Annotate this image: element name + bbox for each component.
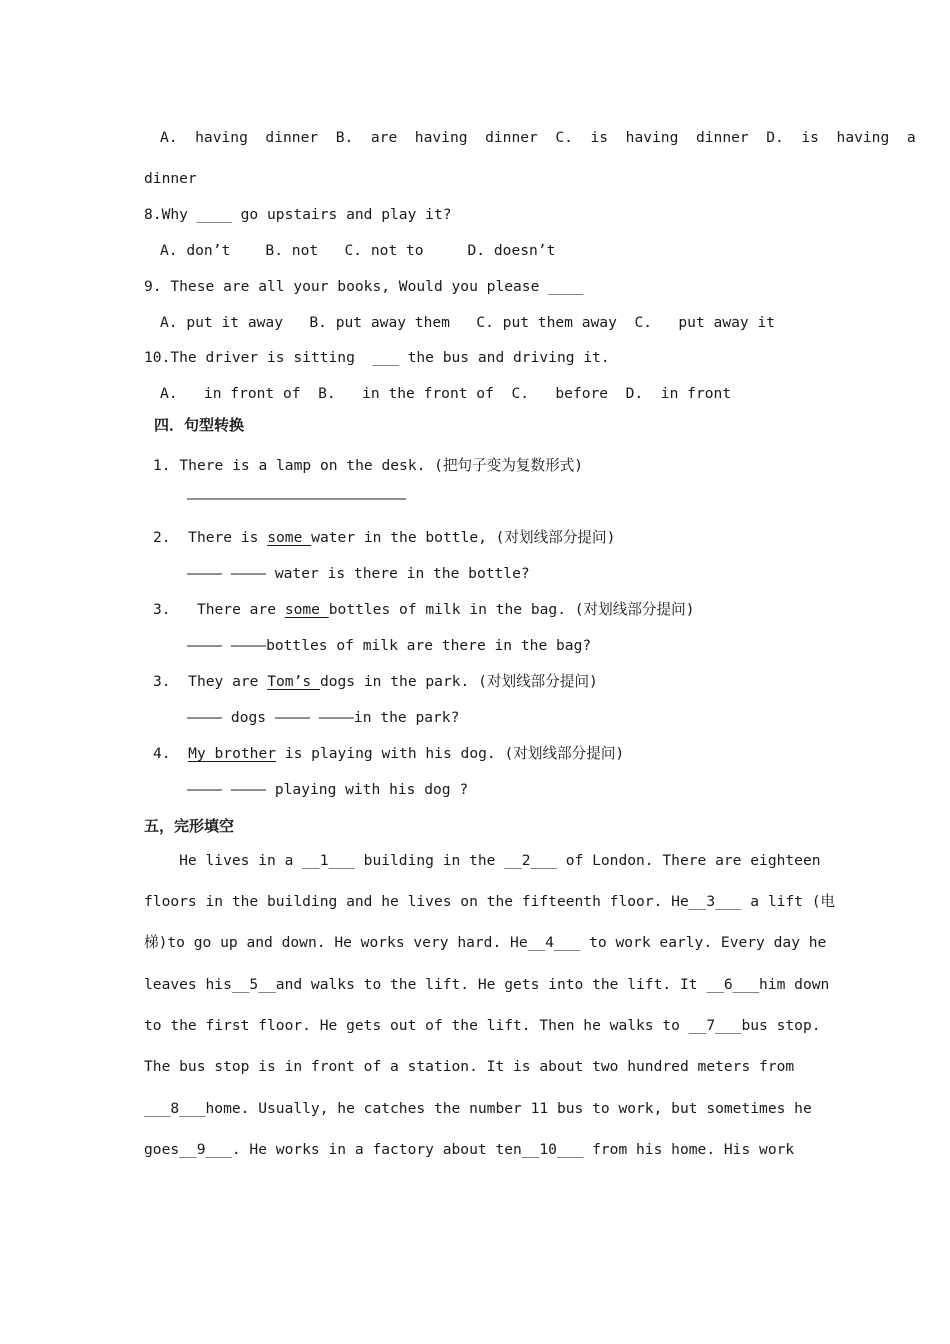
item-text-rest: water in the bottle, (对划线部分提问) (311, 529, 616, 546)
underlined-word: some (284, 601, 329, 618)
item-text: There is a lamp on the desk. (把句子变为复数形式) (179, 457, 584, 474)
cloze-line: goes__9___. He works in a factory about ten__10___ from his home. His work (144, 1141, 795, 1158)
transform-item-4 (153, 672, 598, 692)
item-text-rest: dogs in the park. (对划线部分提问) (319, 673, 598, 690)
transform-item-3 (153, 600, 695, 620)
transform-item-5 (153, 744, 624, 764)
answer-line-5: ———— ———— playing with his dog ? (187, 781, 469, 798)
item-text: They are (188, 673, 268, 690)
cloze-line: to the first floor. He gets out of the lift. Then he walks to __7___bus stop. (144, 1017, 821, 1034)
answer-line-1: ———————————————————————————— (187, 490, 406, 507)
question-10-options: A. in front of B. in the front of C. before D. in front (160, 385, 732, 402)
item-number: 2. (153, 529, 171, 546)
item-number: 3. (153, 673, 171, 690)
item-number: 3. (153, 601, 171, 618)
question-8-options: A. don’t B. not C. not to D. doesn’t (160, 242, 556, 259)
item-text-rest: is playing with his dog. (对划线部分提问) (276, 745, 625, 762)
question-9-options: A. put it away B. put away them C. put them away C. put away it (160, 314, 776, 331)
cloze-line: ___8___home. Usually, he catches the number 11 bus to work, but sometimes he (144, 1100, 812, 1117)
answer-line-3: ———— ————bottles of milk are there in the bag? (187, 637, 592, 654)
transform-item-1 (153, 456, 583, 476)
underlined-word: My brother (188, 745, 277, 762)
answer-line-4: ———— dogs ———— ————in the park? (187, 709, 460, 726)
underlined-word: some (267, 529, 312, 546)
section-5-heading: 五，完形填空 (144, 817, 235, 835)
question-7-options-wrap: dinner (144, 170, 197, 187)
transform-item-2 (153, 528, 615, 548)
answer-line-2: ———— ———— water is there in the bottle? (187, 565, 530, 582)
question-8-stem: 8.Why ____ go upstairs and play it? (144, 206, 452, 223)
item-text: There is (188, 529, 268, 546)
cloze-line: 梯)to go up and down. He works very hard. He__4___ to work early. Every day he (144, 934, 827, 951)
item-number: 1. (153, 457, 171, 474)
cloze-line: floors in the building and he lives on the fifteenth floor. He__3___ a lift (电 (144, 893, 836, 910)
section-4-heading: 四．句型转换 (154, 416, 245, 434)
cloze-line: He lives in a __1___ building in the __2___ of London. There are eighteen (144, 852, 821, 869)
cloze-line: leaves his__5__and walks to the lift. He gets into the lift. It __6___him down (144, 976, 830, 993)
item-text-rest: bottles of milk in the bag. (对划线部分提问) (328, 601, 695, 618)
question-9-stem: 9. These are all your books, Would you please ____ (144, 278, 584, 295)
cloze-line: The bus stop is in front of a station. It is about two hundred meters from (144, 1058, 795, 1075)
item-number: 4. (153, 745, 171, 762)
question-10-stem: 10.The driver is sitting ___ the bus and driving it. (144, 349, 610, 366)
underlined-word: Tom’s (267, 673, 320, 690)
question-7-options: A. having dinner B. are having dinner C. is having dinner D. is having a (160, 129, 916, 146)
item-text: There are (196, 601, 285, 618)
